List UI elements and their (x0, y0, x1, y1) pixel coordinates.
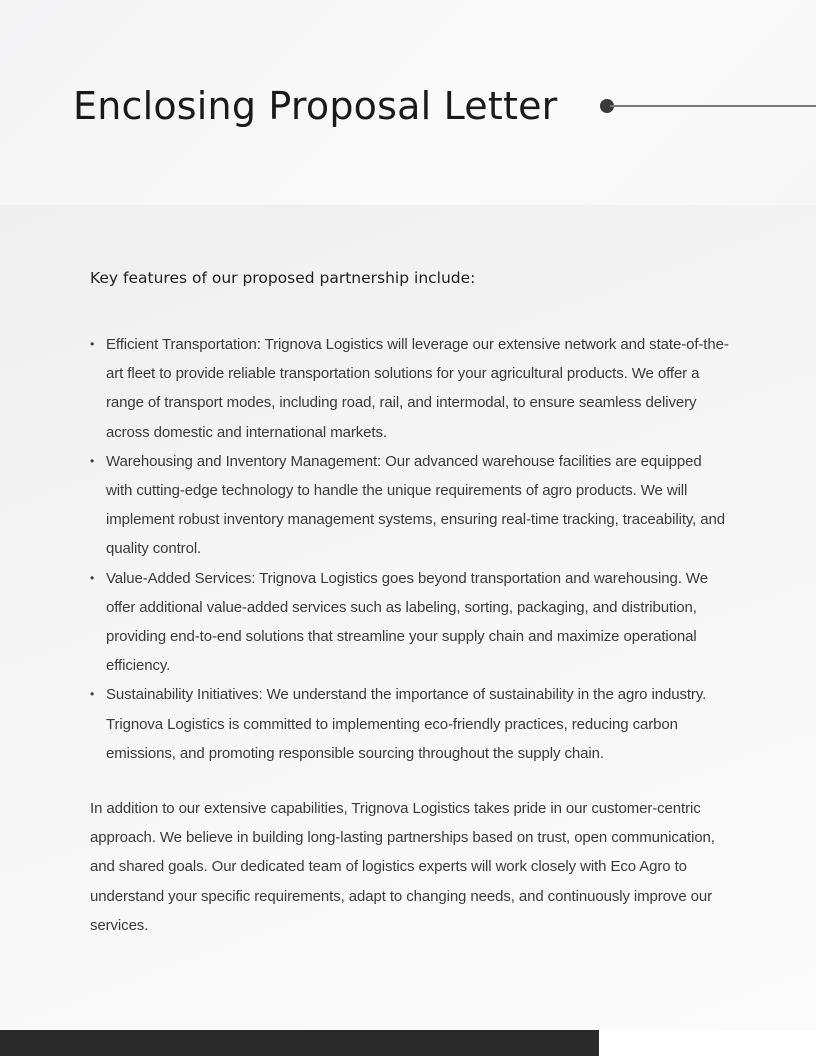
features-list (90, 330, 730, 768)
list-item (90, 447, 730, 564)
feature-text: Sustainability Initiatives: We understand the importance of sustainability in the agro industry. Trignova Logistics is committed to implementing eco-friendly practices, reducing carbon emissions, and promoting responsible sourcing throughout the supply chain. (106, 686, 707, 762)
content-section (0, 205, 816, 1030)
header-section (0, 0, 816, 205)
feature-text: Efficient Transportation: Trignova Logistics will leverage our extensive network and state-of-the-art fleet to provide reliable transportation solutions for your agricultural products. We offer a range of transport modes, including road, rail, and intermodal, to ensure seamless delivery across domestic and international markets. (106, 336, 729, 441)
bullet-icon: • (90, 453, 95, 468)
title-decoration (600, 99, 816, 113)
bullet-icon: • (90, 337, 95, 351)
features-intro: Key features of our proposed partnership include: (90, 269, 476, 287)
bullet-icon: • (90, 570, 95, 585)
feature-text: Warehousing and Inventory Management: Our advanced warehouse facilities are equipped with cutting-edge technology to handle the unique requirements of agro products. We will implement robust inventory management systems, ensuring real-time tracking, traceability, and quality control. (106, 452, 726, 558)
bullet-icon: • (90, 687, 95, 702)
feature-text: Value-Added Services: Trignova Logistics goes beyond transportation and warehousing. We offer additional value-added services such as labeling, sorting, packaging, and distribution, providing end-to-end solutions that streamline your supply chain and maximize operational efficiency. (106, 569, 708, 675)
rule-line (610, 105, 816, 107)
page-title: Enclosing Proposal Letter (73, 84, 558, 128)
list-item (90, 564, 730, 681)
list-item (90, 330, 730, 447)
list-item (90, 680, 730, 768)
footer-bar (0, 1030, 599, 1056)
closing-paragraph: In addition to our extensive capabilities, Trignova Logistics takes pride in our customer-centric approach. We believe in building long-lasting partnerships based on trust, open communication, and shared goals. Our dedicated team of logistics experts will work closely with Eco Agro to understand your specific requirements, adapt to changing needs, and continuously improve our services. (90, 800, 715, 934)
